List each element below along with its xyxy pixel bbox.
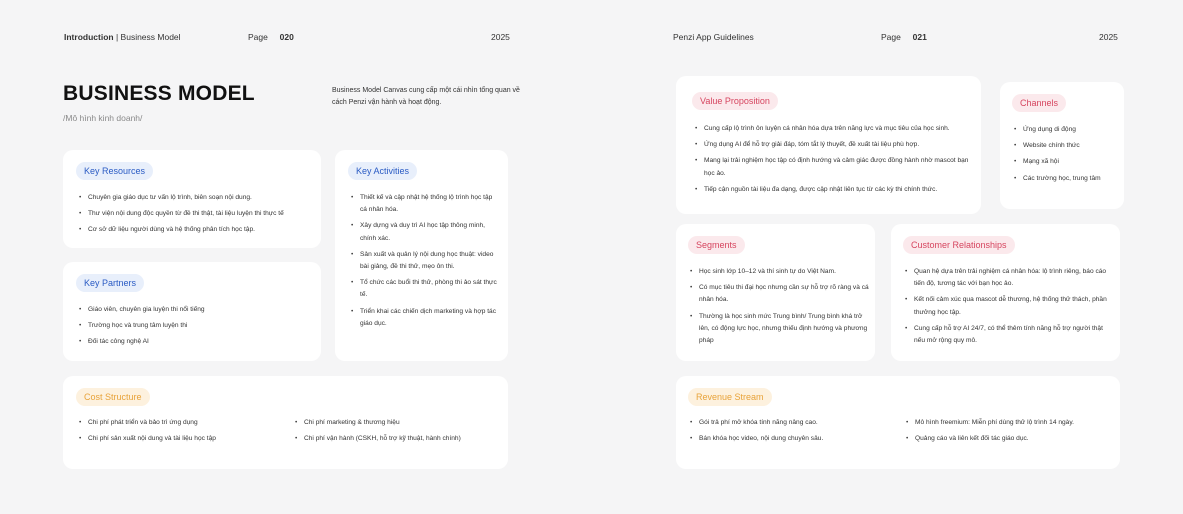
list-item: • Chuyên gia giáo dục tư vấn lộ trình, biên soạn nội dung. bbox=[79, 192, 311, 204]
intro-text: Business Model Canvas cung cấp một cái nhìn tổng quan về cách Penzi vận hành và hoạt động. bbox=[332, 87, 520, 106]
list-item: • Xây dựng và duy trì AI học tập thông minh, chính xác. bbox=[351, 220, 497, 244]
list-item: • Gói trả phí mở khóa tính năng nâng cao. bbox=[690, 417, 900, 429]
list-item: • Triển khai các chiến dịch marketing và hợp tác giáo dục. bbox=[351, 306, 497, 330]
key-partners-pill: Key Partners bbox=[76, 274, 144, 292]
revenue-stream-card bbox=[676, 376, 1120, 469]
cost-structure-list-2 bbox=[295, 417, 500, 449]
value-proposition-card bbox=[676, 76, 981, 214]
segments-pill: Segments bbox=[688, 236, 745, 254]
list-item: • Chi phí vận hành (CSKH, hỗ trợ kỹ thuật, hành chính) bbox=[295, 433, 500, 445]
list-item: • Chi phí sản xuất nội dung và tài liệu học tập bbox=[79, 433, 284, 445]
customer-relationships-card bbox=[891, 224, 1120, 361]
list-item: • Cung cấp hỗ trợ AI 24/7, có thể thêm tính năng hỗ trợ người thật nếu mở rộng quy mô. bbox=[905, 323, 1115, 347]
list-item: • Cơ sở dữ liệu người dùng và hệ thống phân tích học tập. bbox=[79, 224, 311, 236]
value-proposition-pill: Value Proposition bbox=[692, 92, 778, 110]
list-item: • Kết nối cảm xúc qua mascot dễ thương, hệ thống thử thách, phần thưởng học tập. bbox=[905, 294, 1115, 318]
list-item: • Học sinh lớp 10–12 và thí sinh tự do Việt Nam. bbox=[690, 266, 870, 278]
header-separator: | bbox=[115, 32, 119, 42]
key-partners-list bbox=[79, 304, 311, 353]
list-item: • Tổ chức các buổi thi thử, phòng thi ảo sát thực tế. bbox=[351, 277, 497, 301]
key-resources-list bbox=[79, 192, 311, 241]
channels-card bbox=[1000, 82, 1124, 209]
list-item: • Website chính thức bbox=[1014, 140, 1120, 152]
list-item: • Ứng dụng AI để hỗ trợ giải đáp, tóm tắt lý thuyết, đề xuất tài liệu phù hợp. bbox=[695, 139, 973, 151]
list-item: • Đối tác công nghệ AI bbox=[79, 336, 311, 348]
revenue-stream-list-1 bbox=[690, 417, 900, 449]
segments-list bbox=[690, 266, 870, 351]
key-activities-card bbox=[335, 150, 508, 361]
cost-structure-list-1 bbox=[79, 417, 284, 449]
left-page-number bbox=[248, 32, 294, 42]
page-title: BUSINESS MODEL bbox=[63, 82, 255, 105]
page-label: Page bbox=[881, 32, 901, 42]
list-item: • Chi phí phát triển và bảo trì ứng dụng bbox=[79, 417, 284, 429]
right-header-title: Penzi App Guidelines bbox=[673, 32, 754, 42]
page-number: 020 bbox=[279, 32, 294, 42]
list-item: • Các trường học, trung tâm bbox=[1014, 173, 1120, 185]
channels-pill: Channels bbox=[1012, 94, 1066, 112]
revenue-stream-pill: Revenue Stream bbox=[688, 388, 772, 406]
key-resources-card bbox=[63, 150, 321, 248]
list-item: • Quảng cáo và liên kết đối tác giáo dục. bbox=[906, 433, 1116, 445]
list-item: • Trường học và trung tâm luyện thi bbox=[79, 320, 311, 332]
revenue-stream-list-2 bbox=[906, 417, 1116, 449]
list-item: • Mạng xã hội bbox=[1014, 156, 1120, 168]
list-item: • Ứng dụng di động bbox=[1014, 124, 1120, 136]
list-item: • Quan hệ dựa trên trải nghiệm cá nhân hóa: lộ trình riêng, báo cáo tiến độ, tương tác với bạn học ảo. bbox=[905, 266, 1115, 290]
list-item: • Mô hình freemium: Miễn phí dùng thử lộ trình 14 ngày. bbox=[906, 417, 1116, 429]
customer-relationships-pill: Customer Relationships bbox=[903, 236, 1015, 254]
list-item: • Thường là học sinh mức Trung bình/ Trung bình khá trở lên, có động lực học, nhưng thiếu định hướng và phương pháp bbox=[690, 311, 870, 348]
page-number: 021 bbox=[912, 32, 927, 42]
key-activities-pill: Key Activities bbox=[348, 162, 417, 180]
header-subsection-label: Business Model bbox=[120, 32, 181, 42]
segments-card bbox=[676, 224, 875, 361]
key-partners-card bbox=[63, 262, 321, 361]
page-label: Page bbox=[248, 32, 268, 42]
list-item: • Cung cấp lộ trình ôn luyện cá nhân hóa dựa trên năng lực và mục tiêu của học sinh. bbox=[695, 123, 973, 135]
key-resources-pill: Key Resources bbox=[76, 162, 153, 180]
customer-relationships-list bbox=[905, 266, 1115, 351]
cost-structure-pill: Cost Structure bbox=[76, 388, 150, 406]
channels-list bbox=[1014, 124, 1120, 189]
list-item: • Tiếp cận nguồn tài liệu đa dạng, được cập nhật liên tục từ các kỳ thi chính thức. bbox=[695, 184, 973, 196]
list-item: • Mang lại trải nghiệm học tập có định hướng và cảm giác được đồng hành nhờ mascot bạn học ảo. bbox=[695, 155, 973, 179]
list-item: • Bán khóa học video, nội dung chuyên sâu. bbox=[690, 433, 900, 445]
page-subtitle: /Mô hình kinh doanh/ bbox=[63, 113, 143, 123]
header-section-label: Introduction bbox=[64, 32, 114, 42]
right-page-number bbox=[881, 32, 927, 42]
right-year: 2025 bbox=[1099, 32, 1118, 42]
left-year: 2025 bbox=[491, 32, 510, 42]
list-item: • Thư viện nội dung độc quyền từ đề thi thật, tài liệu luyện thi thực tế bbox=[79, 208, 311, 220]
key-activities-list bbox=[351, 192, 497, 334]
list-item: • Thiết kế và cập nhật hệ thống lộ trình học tập cá nhân hóa. bbox=[351, 192, 497, 216]
list-item: • Sản xuất và quản lý nội dung học thuật: video bài giảng, đề thi thử, mẹo ôn thi. bbox=[351, 249, 497, 273]
list-item: • Có mục tiêu thi đại học nhưng cần sự hỗ trợ rõ ràng và cá nhân hóa. bbox=[690, 282, 870, 306]
value-proposition-list bbox=[695, 123, 973, 200]
list-item: • Chi phí marketing & thương hiệu bbox=[295, 417, 500, 429]
cost-structure-card bbox=[63, 376, 508, 469]
left-header-section bbox=[64, 32, 181, 42]
list-item: • Giáo viên, chuyên gia luyện thi nổi tiếng bbox=[79, 304, 311, 316]
